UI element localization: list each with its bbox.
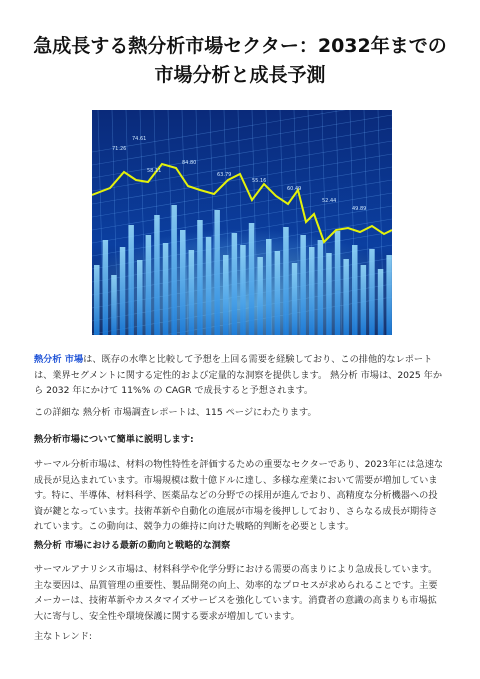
decorative-bar — [189, 250, 195, 335]
pages-note: この詳細な 熱分析 市場調査レポートは、115 ページにわたります。 — [34, 407, 317, 418]
decorative-bar — [343, 259, 349, 335]
section1-heading: 熱分析市場について簡単に説明します: — [34, 434, 194, 445]
decorative-bar — [300, 235, 306, 335]
decorative-bar — [103, 240, 109, 335]
decorative-bar — [197, 220, 203, 335]
decorative-bar — [146, 235, 152, 335]
decorative-bar — [369, 249, 375, 335]
decorative-bar — [240, 245, 246, 335]
decorative-bar — [137, 260, 143, 335]
decorative-bar — [335, 231, 341, 335]
stock-chart-image — [92, 110, 392, 335]
hero-tick-label: 55.16 — [252, 178, 267, 184]
decorative-bar — [283, 227, 289, 335]
decorative-bar — [206, 237, 212, 335]
decorative-bar — [223, 255, 229, 335]
decorative-bar — [111, 275, 117, 335]
decorative-bar — [361, 265, 367, 335]
market-link[interactable]: 熱分析 市場 — [34, 354, 84, 365]
decorative-bar — [214, 210, 220, 335]
decorative-bar — [352, 245, 358, 335]
decorative-bar — [154, 215, 160, 335]
hero-tick-label: 60.49 — [287, 186, 302, 192]
hero-tick-label: 52.44 — [322, 198, 337, 204]
decorative-bar — [275, 251, 281, 335]
decorative-bar — [128, 225, 134, 335]
hero-tick-label: 74.61 — [132, 136, 147, 142]
page-title — [20, 32, 460, 90]
title-line-2: 市場分析と成長予測 — [154, 64, 326, 86]
decorative-bar — [266, 239, 272, 335]
hero-tick-label: 63.79 — [217, 172, 232, 178]
section2-heading: 熱分析 市場における最新の動向と戦略的な洞察 — [34, 540, 231, 551]
decorative-bar — [249, 223, 255, 335]
title-line-1: 急成長する熱分析市場セクター：2032年までの — [33, 35, 447, 57]
trends-label: 主なトレンド: — [34, 631, 92, 642]
decorative-bar — [180, 230, 186, 335]
hero-graphic — [92, 110, 392, 335]
hero-tick-label: 49.89 — [352, 206, 367, 212]
decorative-bar — [232, 233, 238, 335]
decorative-bar — [94, 265, 100, 335]
decorative-bar — [309, 247, 315, 335]
decorative-bar — [120, 247, 126, 335]
decorative-bar — [386, 255, 392, 335]
decorative-bar — [378, 269, 384, 335]
section1-paragraph: サーマル分析市場は、材料の物性特性を評価するための重要なセクターであり、2023年には急速な成長が見込まれています。市場規模は数十億ドルに達し、多様な産業において需要が増加しています。特に、半導体、材料科学、医薬品などの分野での採用が進んでおり、高精度な分析機器への投資が鍵となっています。技術革新や自動化の進展が市場を後押ししており、さらなる成長が期待されています。この動向は、競争力の維持に向けた戦略的判断を必要とします。 — [34, 459, 444, 532]
hero-tick-label: 71.26 — [112, 146, 127, 152]
decorative-bar — [257, 257, 263, 335]
decorative-bar — [171, 205, 177, 335]
hero-tick-label: 58.11 — [147, 168, 162, 174]
section2-paragraph: サーマルアナリシス市場は、材料科学や化学分野における需要の高まりにより急成長しています。主な要因は、品質管理の重要性、製品開発の向上、効率的なプロセスが求められることです。主要メーカーは、技術革新やカスタマイズサービスを強化しています。消費者の意識の高まりも市場拡大に寄与し、安全性や環境保護に関する要求が増加しています。 — [34, 564, 438, 622]
decorative-bar — [326, 253, 332, 335]
decorative-bar — [292, 263, 298, 335]
decorative-bar — [163, 243, 169, 335]
intro-text: は、既存の水準と比較して予想を上回る需要を経験しており、この排他的なレポートは、業界セグメントに関する定性的および定量的な洞察を提供します。 熱分析 市場は、2025 年から 2032 年にかけて 11%% の CAGR で成長すると予想されます。 — [34, 354, 443, 396]
hero-tick-label: 84.80 — [182, 160, 197, 166]
decorative-bar — [318, 240, 324, 335]
intro-paragraph — [34, 352, 446, 399]
